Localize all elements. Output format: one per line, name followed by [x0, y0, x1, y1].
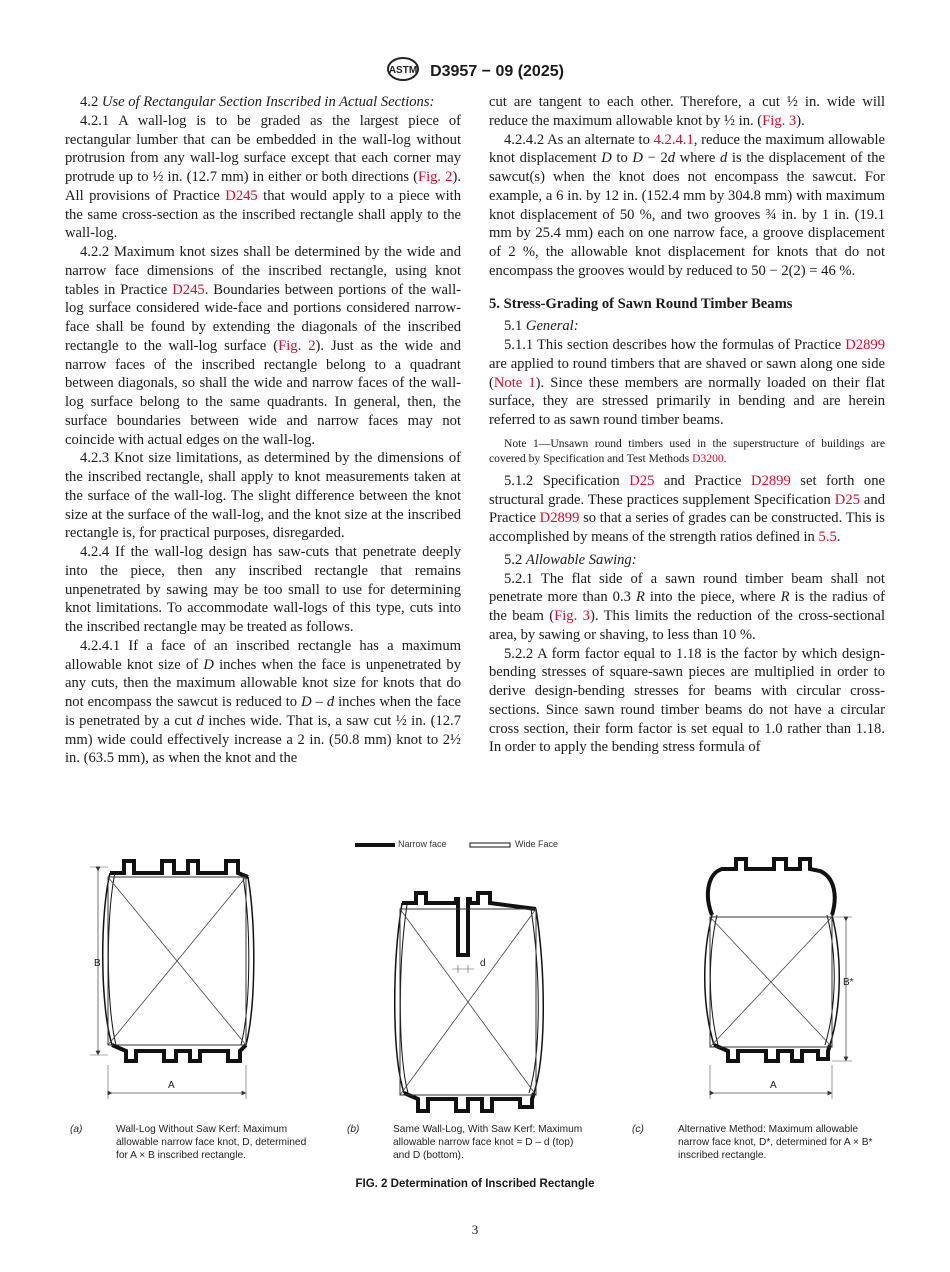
- link-d2899[interactable]: D2899: [751, 472, 791, 489]
- standard-designation: D3957 − 09 (2025): [430, 62, 564, 80]
- paragraph-5-2: 5.2 Allowable Sawing:: [504, 551, 637, 568]
- paragraph-4-2-4-1: 4.2.4.1 If a face of an inscribed rectangle has a maximum allowable knot size of D inches when the face is unpenetrated by any cuts, then the maximum allowable knot size for knots that do not encompass the sawcut is reduced to D – d inches when the face is penetrated by a cut d inches wide. That is, a saw cut ½ in. (12.7 mm) wide could effectively increase a 2 in. (50.8 mm) knot to 2½ in. (63.5 mm), as when the knot and the: [65, 637, 461, 767]
- caption-a-label: (a): [70, 1124, 83, 1135]
- svg-text:ASTM: ASTM: [388, 65, 418, 76]
- caption-a: [70, 1123, 320, 1163]
- legend-narrow-label: Narrow face: [398, 839, 447, 849]
- astm-logo-icon: [386, 56, 420, 87]
- dim-label-d: d: [480, 958, 486, 969]
- caption-a-text: Wall-Log Without Saw Kerf: Maximum allowable narrow face knot, D, determined for A × B inscribed rectangle.: [116, 1124, 307, 1161]
- right-column: [489, 93, 885, 757]
- note-1: Note 1—Unsawn round timbers used in the superstructure of buildings are covered by Specification and Test Methods D3200.: [489, 436, 885, 465]
- paragraph-continued: cut are tangent to each other. Therefore, a cut ½ in. wide will reduce the maximum allowable knot by ½ in. (Fig. 3).: [489, 94, 885, 129]
- paragraph-5-1-2: 5.1.2 Specification D25 and Practice D2899 set forth one structural grade. These practices supplement Specification D25 and Practice D2899 so that a series of grades can be constructed. This is accomplished by means of the strength ratios defined in 5.5.: [489, 472, 885, 545]
- link-d3200[interactable]: D3200: [692, 451, 724, 465]
- dim-label-b: B: [94, 958, 101, 969]
- caption-c: [632, 1123, 882, 1163]
- page-number: 3: [471, 1222, 479, 1237]
- link-fig-2[interactable]: Fig. 2: [418, 169, 453, 185]
- link-fig-3[interactable]: Fig. 3: [762, 112, 797, 129]
- link-fig-2[interactable]: Fig. 2: [278, 337, 316, 354]
- dim-label-a-c: A: [770, 1080, 777, 1091]
- wall-log-c: [705, 859, 852, 1099]
- caption-b: [347, 1123, 597, 1163]
- paragraph-4-2-2: 4.2.2 Maximum knot sizes shall be determined by the wide and narrow face dimensions of the inscribed rectangle, using knot tables in Practice D245. Boundaries between portions of the wall-log surface considered wide-face and portions considered narrow-face shall be found by extending the diagonals of the inscribed rectangle to the wall-log surface (Fig. 2). Just as the wide and narrow faces of the inscribed rectangle belong to a quadrant between diagonals, so shall the wide and narrow faces of the wall-log surface belong to the same quadrants. In general, then, the surface boundaries between wide and narrow faces may not coincide with actual edges on the wall-log.: [65, 244, 461, 448]
- legend-swatches-icon: [355, 838, 595, 852]
- figure-title: FIG. 2 Determination of Inscribed Rectangle: [355, 1178, 595, 1190]
- link-5-5[interactable]: 5.5: [818, 529, 837, 545]
- link-d2899[interactable]: D2899: [539, 510, 580, 527]
- paragraph-5-1: 5.1 General:: [504, 318, 579, 335]
- paragraph-4-2-4-2: 4.2.4.2 As an alternate to 4.2.4.1, reduce the maximum allowable knot displacement D to D − 2d where d is the displacement of the sawcut(s) when the knot does not encompass the sawcut. For example, a 6 in. by 12 in. (152.4 mm by 304.8 mm) with maximum knot displacement of 50 %, and two grooves ¾ in. by 1 in. (19.1 mm by 25.4 mm) each on one narrow face, a groove displacement of 2 %, the allowable knot displacement for knots that do not encompass the grooves would by reduced to 50 − 2(2) = 46 %.: [489, 131, 885, 279]
- figure-2-drawings: [0, 855, 950, 1115]
- paragraph-5-2-1: 5.2.1 The flat side of a sawn round timber beam shall not penetrate more than 0.3 R into the piece, where R is the radius of the beam (Fig. 3). This limits the reduction of the cross-sectional area, by sawing or shaving, to less than 10 %.: [489, 570, 886, 643]
- paragraph-4-2-1: 4.2.1 A wall-log is to be graded as the largest piece of rectangular lumber that can be embedded in the wall-log without protrusion from any wall-log surface except that each corner may protrude up to ½ in. (12.7 mm) in either or both directions (Fig. 2). All provisions of Practice D245 that would apply to a piece with the same cross-section as the inscribed rectangle shall apply to the wall-log.: [65, 112, 461, 242]
- link-note-1[interactable]: Note 1: [493, 374, 536, 391]
- link-fig-3[interactable]: Fig. 3: [554, 608, 590, 624]
- caption-c-text: Alternative Method: Maximum allowable narrow face knot, D*, determined for A × B* inscribed rectangle.: [678, 1124, 873, 1161]
- wall-log-a: [90, 861, 254, 1099]
- link-4-2-4-1[interactable]: 4.2.4.1: [653, 131, 694, 148]
- left-column: [65, 93, 461, 768]
- link-d2899[interactable]: D2899: [845, 337, 885, 353]
- paragraph-5-2-2: 5.2.2 A form factor equal to 1.18 is the factor by which design-bending stresses of square-sawn pieces are multiplied in order to derive design-bending stresses for beams with circular cross-sections. Since sawn round timber beams do not have a circular cross section, their form factor is set equal to 1.0 rather than 1.18. In order to apply the bending stress formula of: [489, 645, 885, 756]
- paragraph-4-2-4: 4.2.4 If the wall-log design has saw-cuts that penetrate deeply into the piece, then any inscribed rectangle that remains unpenetrated by sawing may be too small to use for determining knot limitations. To accommodate wall-logs of this type, cuts into the inscribed rectangle may be treated as follows.: [65, 544, 461, 635]
- link-d25[interactable]: D25: [629, 472, 655, 489]
- legend-wide-label: Wide Face: [515, 839, 559, 849]
- link-d25[interactable]: D25: [834, 491, 860, 508]
- paragraph-4-2: 4.2 Use of Rectangular Section Inscribed in Actual Sections:: [80, 94, 435, 110]
- wall-log-b: [395, 893, 544, 1111]
- page-header: [0, 56, 950, 87]
- caption-b-text: Same Wall-Log, With Saw Kerf: Maximum allowable narrow face knot = D – d (top) and D (bottom).: [393, 1124, 583, 1161]
- link-d245[interactable]: D245: [225, 187, 258, 204]
- caption-c-label: (c): [632, 1124, 644, 1135]
- caption-b-label: (b): [347, 1124, 360, 1135]
- section-5-heading: 5. Stress-Grading of Sawn Round Timber Beams: [489, 295, 793, 312]
- dim-label-b-star: B*: [843, 977, 854, 988]
- paragraph-5-1-1: 5.1.1 This section describes how the formulas of Practice D2899 are applied to round timbers that are shaved or sawn along one side (Note 1). Since these members are normally loaded on their flat surface, they are stressed primarily in bending and are herein referred to as sawn round timber beams.: [489, 337, 885, 428]
- link-d245[interactable]: D245: [172, 281, 205, 298]
- paragraph-4-2-3: 4.2.3 Knot size limitations, as determined by the dimensions of the inscribed rectangle, shall apply to knot measurements taken at the surface of the wall-log. The slight difference between the knot size at the surface of the wall-log, and the knot size at the inscribed rectangle is, for practical purposes, disregarded.: [65, 450, 461, 542]
- dim-label-a: A: [168, 1080, 175, 1091]
